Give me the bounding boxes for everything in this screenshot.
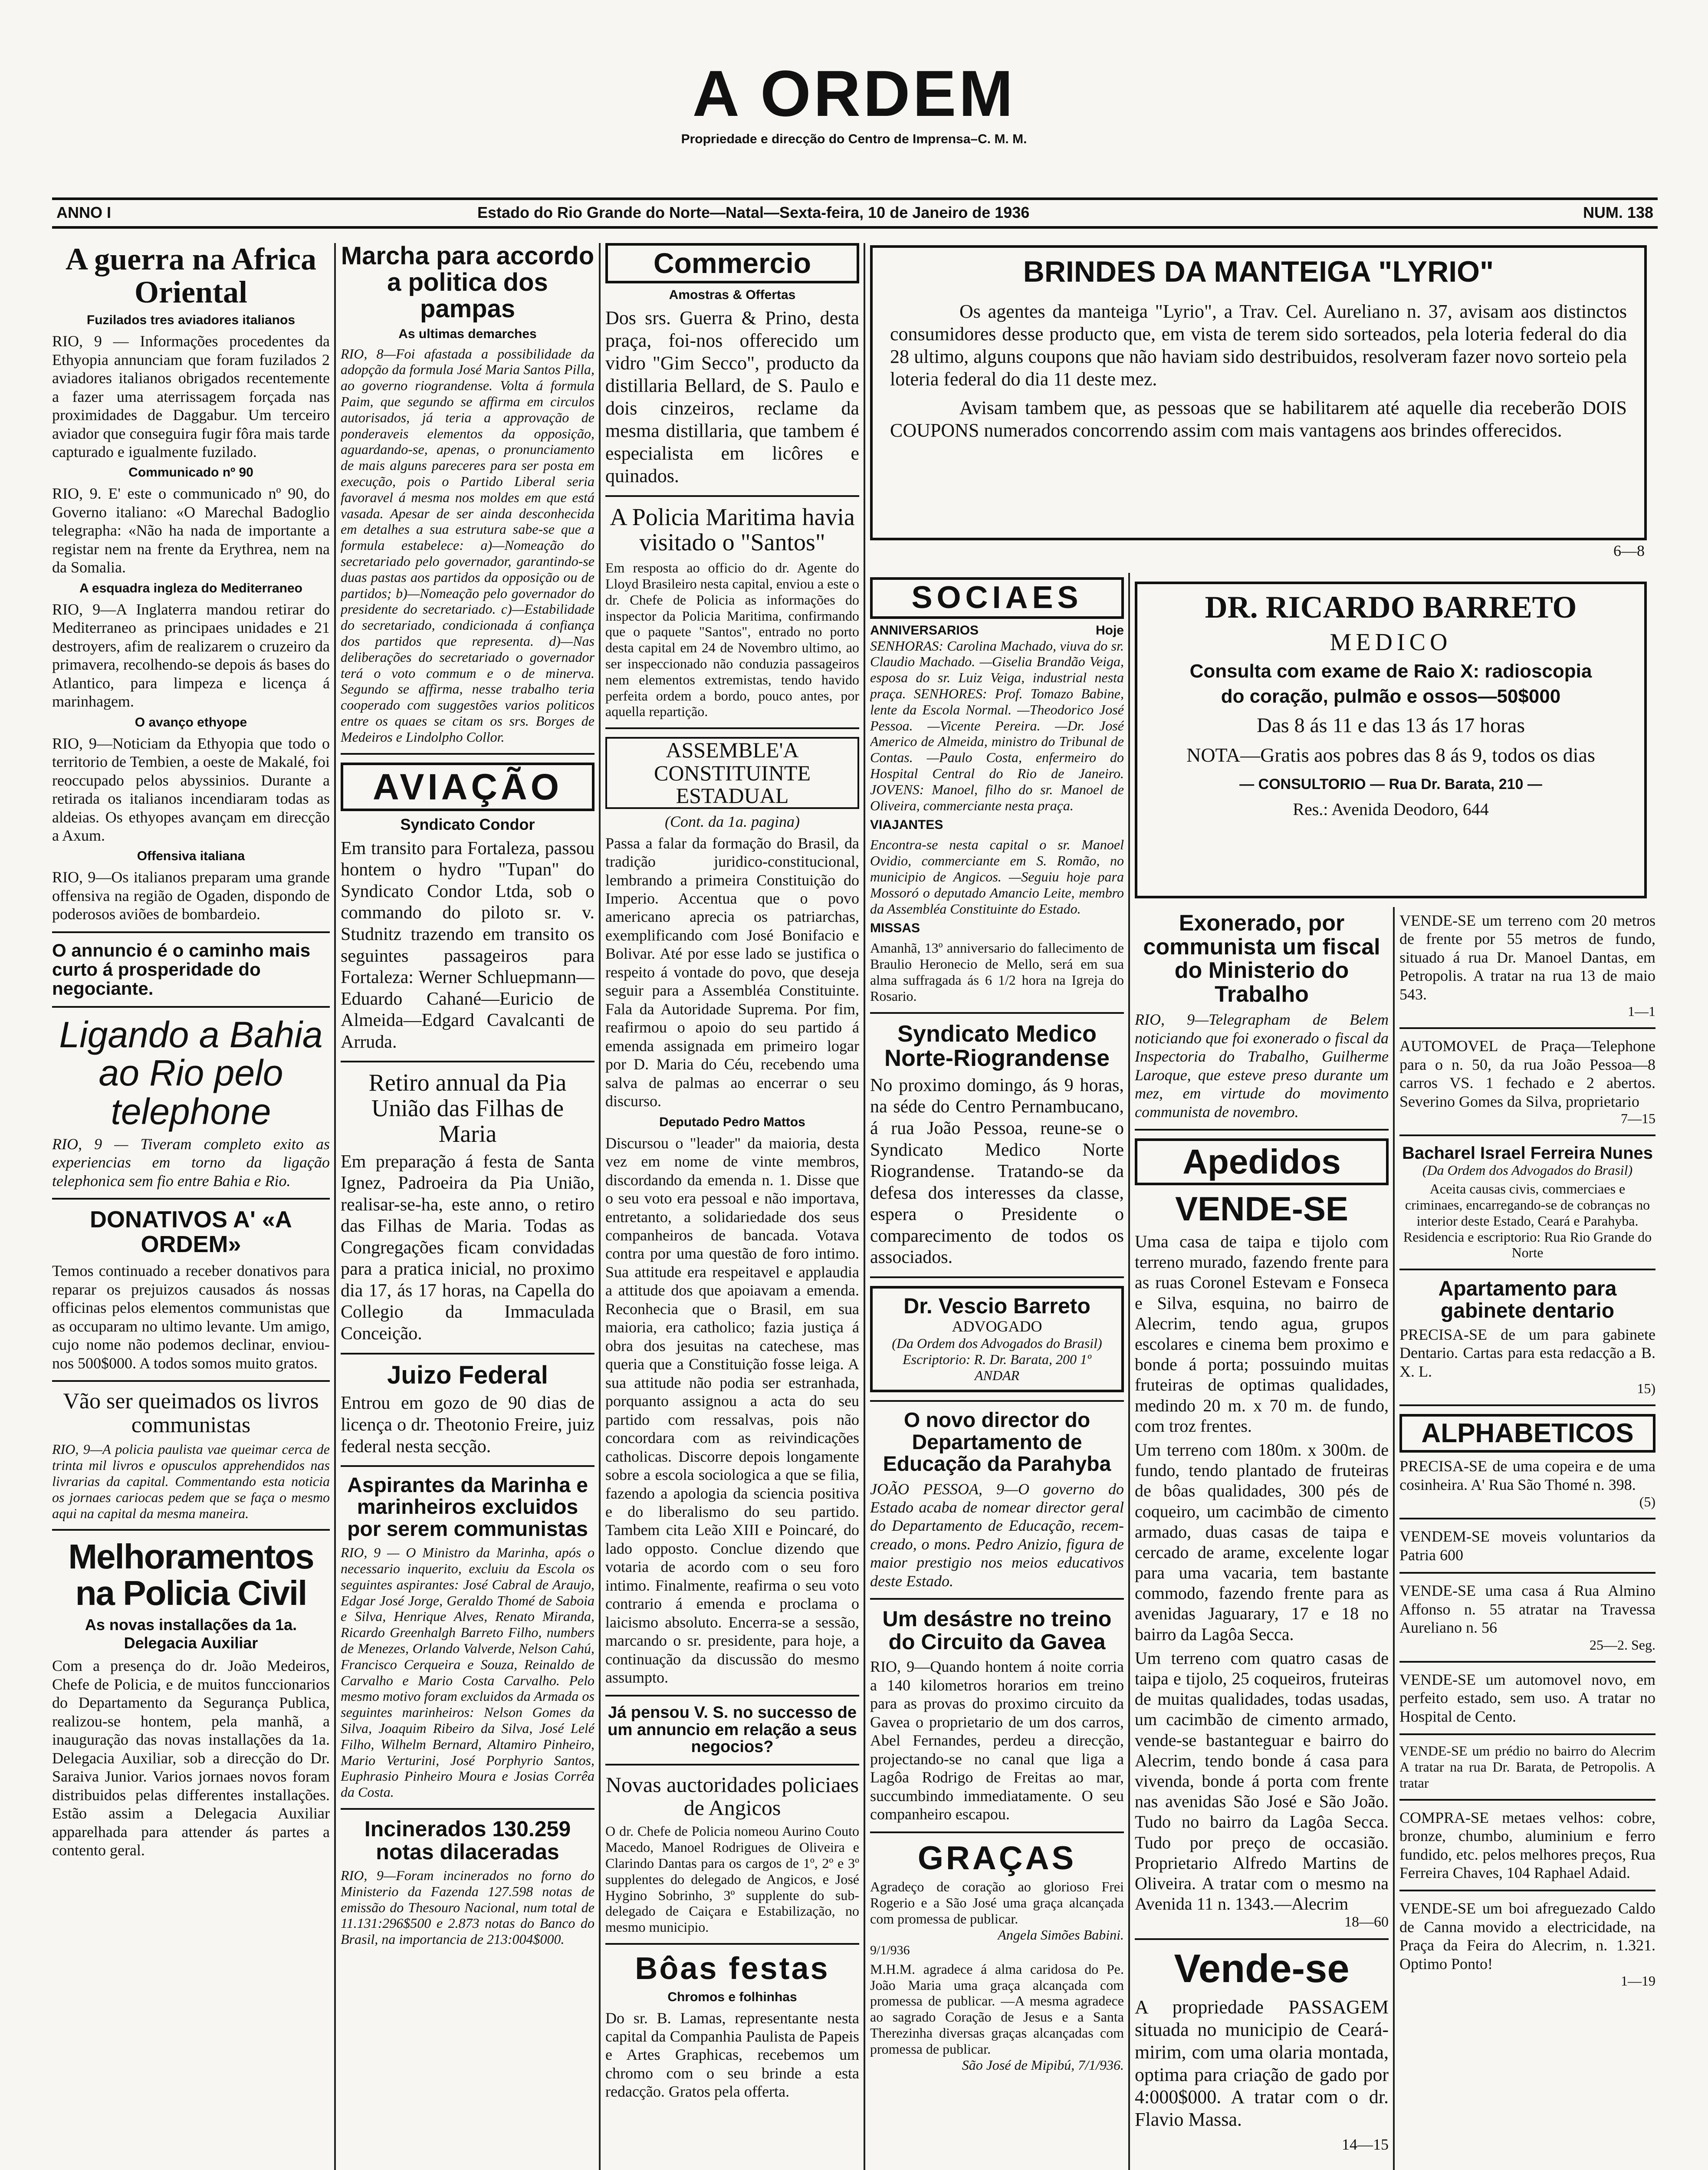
ad-role: MEDICO <box>1330 628 1452 656</box>
ad-line: do coração, pulmão e ossos—50$000 <box>1221 685 1561 707</box>
classified-ad: VENDE-SE um automovel novo, em perfeito estado, sem uso. A tratar no Hospital de Cento. <box>1399 1670 1655 1725</box>
section-kicker: Hoje <box>1095 623 1124 638</box>
article-body: RIO, 9 — O Ministro da Marinha, após o necessario inquerito, excluiu da Escola os seguintes aspirantes: José Cabral de Araujo, Edgar José Jorge, Geraldo Thomé de Saboia e Silva, Henrique Alves, Renato Miranda, Ricardo Greenhalgh Barreto Filho, numbers de Menezes, Orlando Valverde, Nelson Cahú, Francisco Cerqueira e Souza, Reinaldo de Carvalho e Mario Costa Carvalho. Pelo mesmo motivo foram excluidos da Armada os seguintes marinheiros: Nelson Gomes da Silva, Joaquim Ribeiro da Silva, José Lelé Filho, Wilhelm Bernard, Altamiro Pinheiro, Mario Verturini, José Porphyrio Santos, Euphrasio Pinheiro Moura e Josias Corrêa da Costa. <box>341 1545 595 1800</box>
article-body: No proximo domingo, ás 9 horas, na séde do Centro Pernambucano, á rua João Pessoa, reune-se o Syndicato Medico Norte Riograndense. Tratando-se da defesa dos interesses da classe, espera o Presidente o comparecimento de todos os associados. <box>870 1075 1124 1268</box>
divider <box>1399 1518 1655 1519</box>
ad-name: DR. RICARDO BARRETO <box>1205 590 1577 625</box>
section-kicker: ANNIVERSARIOS <box>870 623 979 638</box>
ad-role: ADVOGADO <box>952 1318 1042 1335</box>
ad-line: Das 8 ás 11 e das 13 ás 17 horas <box>1256 713 1525 737</box>
newspaper-title: A ORDEM <box>692 57 1016 130</box>
divider <box>52 1529 330 1531</box>
article-kicker: Fuzilados tres aviadores italianos <box>86 313 296 328</box>
classified-ad: PRECISA-SE de uma copeira e de uma cosinheira. A' Rua São Thomé n. 398. <box>1399 1457 1655 1493</box>
article-title: O novo director do Departamento de Educação da Parahyba <box>883 1409 1111 1476</box>
classified-ad: VENDE-SE um boi afreguezado Caldo de Canna movido a electricidade, na Praça da Feira do Alecrim, n. 1.321. Optimo Ponto! <box>1399 1900 1655 1973</box>
divider <box>870 1276 1124 1278</box>
ad-title: VENDE-SE <box>1175 1190 1348 1228</box>
divider <box>605 1943 859 1945</box>
divider <box>605 1695 859 1697</box>
year-label: ANNO I <box>56 204 111 221</box>
classified-ad: Aceita causas civis, commerciaes e criminaes, encarregando-se de cobranças no interior deste Estado, Ceará e Parahyba. Residencia e escriptorio: Rua Rio Grande do Norte <box>1403 1181 1652 1261</box>
divider <box>870 1598 1124 1600</box>
classified-ad: AUTOMOVEL de Praça—Telephone para o n. 50, da rua João Pessoa—8 carros VS. 1 fechado e 2 abertos. Severino Gomes da Silva, proprietario <box>1399 1037 1655 1110</box>
ad-line: NOTA—Gratis aos pobres das 8 ás 9, todos os dias <box>1186 743 1595 766</box>
section-title-gracas: GRAÇAS <box>917 1839 1077 1877</box>
article-title: Bôas festas <box>635 1951 830 1986</box>
column-5 <box>1135 911 1389 2170</box>
article-body: O dr. Chefe de Policia nomeou Aurino Couto Macedo, Manoel Rodrigues de Oliveira e Clarindo Dantas para os cargos de 1º, 2º e 3º supplentes do delegado de Angicos, e José Hygino Sobrinho, 3º supplente do sub-delegado de Caiçara e Estabilização, no mesmo municipio. <box>605 1823 859 1935</box>
ad-ordem: (Da Ordem dos Advogados do Brasil) <box>892 1335 1102 1351</box>
article-title: Aspirantes da Marinha e marinheiros excluidos por serem communistas <box>347 1474 588 1541</box>
article-body: JOÃO PESSOA, 9—O governo do Estado acaba de nomear director geral do Departamento de Educação, recem-creado, o mons. Pedro Anizio, figura de maior prestigio nos meios educativos deste Estado. <box>870 1480 1124 1590</box>
column-1 <box>52 243 330 2170</box>
divider <box>870 1831 1124 1833</box>
article-kicker: As ultimas demarches <box>398 326 537 341</box>
article-body: RIO, 9—Quando hontem á noite corria a 140 kilometros horarios em treino para as provas do proximo circuito da Gavea o proprietario de um dos carros, Abel Fernandes, perdeu a direcção, projectando-se no canal que liga a Lagôa Rodrigo de Freitas ao mar, succumbindo immediatamente. O seu companheiro escapou. <box>870 1658 1124 1823</box>
divider <box>1399 1404 1655 1406</box>
ad-address: Escriptorio: R. Dr. Barata, 200 1º ANDAR <box>903 1351 1091 1384</box>
column-rule <box>1128 573 1130 2170</box>
column-2 <box>341 243 595 2170</box>
article-title: Syndicato Medico Norte-Riograndense <box>884 1020 1110 1072</box>
gracas-signature: São José de Mipibú, 7/1/936. <box>962 2057 1124 2073</box>
article-body: Dos srs. Guerra & Prino, desta praça, foi-nos offerecido um vidro "Gim Secco", producto da distillaria Bellard, de S. Paulo e dois cinzeiros, reclame da mesma distillaria, que tambem é especialista em licôres e quinados. <box>605 307 859 487</box>
article-title: DONATIVOS A' «A ORDEM» <box>90 1207 292 1257</box>
article-title: A guerra na Africa Oriental <box>66 243 316 309</box>
article-body: Em transito para Fortaleza, passou hontem o hydro "Tupan" do Syndicato Condor Ltda, sob o commando do piloto sr. v. Studnitz trazendo em transito os seguintes passageiros para Fortaleza: Werner Schluepmann—Eduardo Cahané—Euricio de Almeida—Edgard Cavalcanti de Arruda. <box>341 838 595 1052</box>
divider <box>52 1198 330 1200</box>
article-body: RIO, 8—Foi afastada a possibilidade da adopção da formula José Maria Santos Pilla, ao governo riograndense. Volta á formula Paim, que segundo se affirma em circulos autorisados, já teria a approvação de ponderaveis elementos da opposição, aguardando-se, apenas, o pronunciamento de mais alguns pareceres para ser posta em execução, pois o Partido Liberal seria favoravel á mesma nos moldes em que está vasada. Apesar de ser ainda desconhecida em detalhes a sua estrutura sabe-se que a formula estabelece: a)—Nomeação do secretariado pelo governador, garantindo-se duas pastas aos partidos da opposição ou de partidos; b)—Nomeação pelo governador do presidente do secretariado. c)—Estabilidade do secretariado, condicionada á confiança dos partidos que representa. d)—Nas deliberações do secretariado o governador terá o voto commum e o de minerva. Segundo se affirma, nesse trabalho teria cooperado com suggestões varios politicos entre os quaes se citam os srs. Borges de Medeiros e Lindolpho Collor. <box>341 345 595 745</box>
divider <box>1399 1661 1655 1663</box>
column-rule <box>599 243 601 2170</box>
divider <box>870 1012 1124 1014</box>
article-africa-war <box>52 243 330 924</box>
section-title-sociaes: SOCIAES <box>870 577 1124 619</box>
divider <box>1399 1799 1655 1801</box>
divider <box>605 495 859 497</box>
divider <box>341 1353 595 1355</box>
divider <box>52 1006 330 1008</box>
article-title: Marcha para accordo a politica dos pampas <box>341 243 595 323</box>
article-body: Discursou o "leader" da maioria, desta vez em nome de vinte membros, discordando da emenda n. 1. Disse que o seu voto era pessoal e não importava, entretanto, a solidariedade dos seus companheiros de bancada. Votava contra por uma questão de foro intimo. Sua attitude era respeitavel e applaudia a attitude dos que apoiavam a emenda. Reconhecia que o Brasil, em sua maioria, era catholico; fazia justiça á obra dos jesuitas na catechese, mas queria que a Constituição fosse leiga. A sua attitude não podia ser estranhada, porquanto assignou a acta do seu partido com ressalvas, pois não concordara com as reivindicações catholicas. Discorre depois longamente sobre a escola sociologica a que se filia, fazendo a apologia da sciencia positiva e do liberalismo do seu partido. Tambem cita Leão XIII e Poincaré, do lado opposto. Conclue dizendo que votaria de acordo com o seu foro intimo. Finalmente, reafirma o seu voto contrario á emenda e proclama o laicismo absoluto. Encerra-se a sessão, marcando o sr. presidente, para hoje, a continuação da discussão do mesmo assumpto. <box>605 1134 859 1687</box>
sociaes-header <box>870 623 1124 638</box>
ad-line: Consulta com exame de Raio X: radioscopia <box>1189 660 1592 682</box>
article-title: A Policia Maritima havia visitado o "Santos" <box>610 503 855 556</box>
article-title: Exonerado, por communista um fiscal do Ministerio do Trabalho <box>1143 911 1380 1007</box>
ad-tag: 7—15 <box>1621 1111 1655 1127</box>
article-body: RIO, 9—A Inglaterra mandou retirar do Mediterraneo as principaes unidades e 21 destroyers, afim de realizarem o cruzeiro da primavera, recolhendo-se depois ás bases do Atlantico, para limpeza e licença á marinhagem. <box>52 600 330 710</box>
classified-ad: VENDE-SE um prédio no bairro do Alecrim A tratar na rua Dr. Barata, de Petropolis. A tratar <box>1399 1743 1655 1791</box>
article-title: Novas auctoridades policiaes de Angicos <box>605 1772 859 1820</box>
divider <box>1399 1572 1655 1574</box>
article-kicker: Deputado Pedro Mattos <box>659 1115 805 1129</box>
classified-ad: COMPRA-SE metaes velhos: cobre, bronze, chumbo, aluminium e ferro fundido, etc. pelos melhores preços, Rua Ferreira Chaves, 104 Raphael Adaid. <box>1399 1808 1655 1881</box>
ad-title: BRINDES DA MANTEIGA "LYRIO" <box>1023 255 1494 288</box>
section-title-aviacao: AVIAÇÃO <box>341 763 595 811</box>
ad-brindes-manteiga <box>870 245 1647 540</box>
ad-ordem: (Da Ordem dos Advogados do Brasil) <box>1422 1162 1633 1178</box>
divider <box>1399 1733 1655 1735</box>
article-title: Melhoramentos na Policia Civil <box>68 1537 314 1613</box>
column-rule <box>334 243 336 2170</box>
ad-body: Um terreno com quatro casas de taipa e tijolo, 25 coqueiros, fruteiras de muitas qualidades, todas usadas, um cacimbão de cimento armado, vende-se bastanteguar e bairro do Alecrim, tendo bonde á casa para vivenda, bonde á porta com frente nas avenidas São José e São João. Tudo no bairro da Lagôa Secca. Tudo por preço de occasião. Proprietario Alfredo Martins de Oliveira. A tratar com o mesmo na Avenida 11 n. 1343.—Alecrim <box>1135 1648 1389 1914</box>
section-title-apedidos: Apedidos <box>1135 1138 1389 1185</box>
masthead <box>0 57 1708 147</box>
ad-tag: 15) <box>1637 1381 1655 1397</box>
sociaes-body: Amanhã, 13º anniversario do fallecimento de Braulio Heronecio de Mello, será em sua alma suffragada ás 6 1/2 hora na Igreja do Rosario. <box>870 940 1124 1004</box>
divider <box>52 1380 330 1382</box>
newspaper-subtitle: Propriedade e direcção do Centro de Imprensa–C. M. M. <box>681 132 1027 146</box>
article-kicker: Offensiva italiana <box>137 849 245 864</box>
article-body: Entrou em gozo de 90 dias de licença o dr. Theotonio Freire, juiz federal nesta secção. <box>341 1393 595 1457</box>
ad-ricardo-barreto <box>1135 582 1647 898</box>
article-body: RIO, 9 — Informações procedentes da Ethyopia annunciam que foram fuzilados 2 aviadores italianos obrigados recentemente a fazer uma aterrissagem forçada nas proximidades de Daggabur. Um terceiro aviador que conseguira fugir fôra mais tarde capturado e igualmente fuzilado. <box>52 332 330 460</box>
article-body: Temos continuado a receber donativos para reparar os prejuizos causados ás nossas officinas pelos elementos communistas que as occuparam no ultimo levante. Um amigo, cujo nome não podemos declinar, enviou-nos 500$000. A todos somos muito gratos. <box>52 1262 330 1372</box>
article-title: Retiro annual da Pia União das Filhas de Maria <box>368 1069 567 1147</box>
article-title: ASSEMBLE'A CONSTITUINTE ESTADUAL <box>605 737 859 809</box>
classified-ad: VENDE-SE uma casa á Rua Almino Affonso n. 55 atratar na Travessa Aureliano n. 56 <box>1399 1582 1655 1637</box>
column-3 <box>605 243 859 2170</box>
article-kicker: Communicado nº 90 <box>128 465 253 480</box>
article-title: Juizo Federal <box>387 1361 548 1389</box>
ad-name: Dr. Vescio Barreto <box>903 1293 1090 1318</box>
gracas-body: Agradeço de coração ao glorioso Frei Rogerio e a São José uma graça alcançada com promessa de publicar. <box>870 1879 1124 1927</box>
article-kicker: Amostras & Offertas <box>669 288 796 302</box>
divider <box>605 1764 859 1766</box>
ad-tag: 6—8 <box>1613 542 1645 559</box>
ad-tag: 1—19 <box>1621 1973 1655 1989</box>
column-6 <box>1399 911 1655 2170</box>
ad-tag: 14—15 <box>1342 2136 1389 2154</box>
article-body: RIO, 9—Os italianos preparam uma grande offensiva na região de Ogaden, dispondo de poderosos aviões de bombardeio. <box>52 868 330 923</box>
article-title: Incinerados 130.259 notas dilaceradas <box>364 1817 571 1864</box>
sociaes-body: SENHORAS: Carolina Machado, viuva do sr. Claudio Machado. —Giselia Brandão Veiga, esposa do sr. Luiz Veiga, industrial nesta praça. SENHORES: Prof. Tomazo Babine, lente da Escola Normal. —Theodorico José Pessoa. —Vicente Pereira. —Dr. José Americo de Almeida, ministro do Tribunal de Contas. —Paulo Costa, enfermeiro do Hospital Central do Rio de Janeiro. JOVENS: Manoel, filho do sr. Manoel de Oliveira, commerciante nesta praça. <box>870 638 1124 813</box>
article-title: Vão ser queimados os livros communistas <box>63 1389 319 1437</box>
ad-body: Um terreno com 180m. x 300m. de fundo, tendo plantado de fruteiras de bôas qualidades, 300 pés de coqueiro, um cacimbão de cimento armado, duas casas de taipa e cercado de arame, excelente logar para uma vacaria, tem bastante commodo, fazendo frente para as avenidas Jaguarary, 17 e 18 no bairro da Lagôa Secca. <box>1135 1440 1389 1644</box>
article-kicker: As novas installações da 1a. Delegacia Auxiliar <box>85 1616 297 1652</box>
ad-tag: (5) <box>1639 1494 1655 1510</box>
dateline-bar <box>52 197 1658 229</box>
article-kicker: Syndicato Condor <box>400 815 535 833</box>
column-rule <box>864 243 865 2170</box>
article-body: RIO, 9. E' este o communicado nº 90, do Governo italiano: «O Marechal Badoglio telegrapha: «Não ha nada de importante a registar nem na frente da Erythrea, nem na da Somalia. <box>52 485 330 576</box>
ad-title: Bacharel Israel Ferreira Nunes <box>1402 1144 1653 1163</box>
ad-title: Apartamento para gabinete dentario <box>1438 1277 1617 1322</box>
divider <box>52 931 330 933</box>
issue-number: NUM. 138 <box>1583 204 1653 221</box>
ad-line: Res.: Avenida Deodoro, 644 <box>1293 799 1489 819</box>
divider <box>605 727 859 729</box>
divider <box>1135 1129 1389 1131</box>
ad-body: Uma casa de taipa e tijolo com terreno murado, fazendo frente para as ruas Coronel Estevam e Fonseca e Silva, esquina, no bairro de Alecrim, tendo agua, grupos escolares e cinema bem proximo e bonde á porta; possuindo muitas fruteiras de optimas qualidades, medindo 20 m. x 70 m. de fundo, com troz frentes. <box>1135 1232 1389 1436</box>
date-label: Estado do Rio Grande do Norte—Natal—Sexta-feira, 10 de Janeiro de 1936 <box>477 204 1030 221</box>
divider <box>341 1465 595 1467</box>
divider <box>1399 1890 1655 1891</box>
divider <box>341 1808 595 1810</box>
ad-successo: Já pensou V. S. no successo de um annuncio em relação a seus negocios? <box>608 1703 857 1756</box>
ad-body: Avisam tambem que, as pessoas que se habilitarem até aquelle dia receberão DOIS COUPONS numerados concorrendo assim com mais vantagens aos brindes offerecidos. <box>890 397 1627 441</box>
sociaes-body: Encontra-se nesta capital o sr. Manoel Ovidio, commerciante em S. Romão, no municipio de Angicos. —Seguiu hoje para Mossoró o deputado Amancio Leite, membro da Assembléa Constituinte do Estado. <box>870 837 1124 917</box>
divider <box>870 1400 1124 1402</box>
ad-body: Os agentes da manteiga "Lyrio", a Trav. Cel. Aureliano n. 37, avisam aos distinctos consumidores desse producto que, em vista de terem sido sorteados, pela loteria federal do dia 28 ultimo, alguns coupons que não haviam sido destribuidos, resolveram fazer novo sorteio pela loteria federal do dia 11 deste mez. <box>890 301 1627 390</box>
ad-tag: 18—60 <box>1344 1914 1389 1930</box>
ad-vescio-barreto <box>870 1286 1124 1393</box>
article-title: Ligando a Bahia ao Rio pelo telephone <box>59 1014 323 1132</box>
classified-ad: VENDEM-SE moveis voluntarios da Patria 600 <box>1399 1528 1655 1564</box>
article-body: Em resposta ao officio do dr. Agente do Lloyd Brasileiro nesta capital, enviou a este o dr. Chefe de Policia as informações do inspector da Policia Maritima, confirmando que o paquete "Santos", entrado no porto desta capital em 24 de Novembro ultimo, ao ser inspeccionado não conduzia passageiros nem elementos extremistas, tendo havido perfeita ordem a bordo, pouco antes, por aquella repartição. <box>605 560 859 720</box>
article-body: RIO, 9—Foram incinerados no forno do Ministerio da Fazenda 127.598 notas de emissão do Thesouro Nacional, num total de 11.131:296$500 e 2.873 notas do Banco do Brasil, na importancia de 213:004$000. <box>341 1868 595 1947</box>
article-body: Com a presença do dr. João Medeiros, Chefe de Policia, e de muitos funccionarios do Departamento da Segurança Publica, realizou-se hontem, pela manhã, a inauguração das novas installações da 1a. Delegacia Auxiliar, sob a direcção do Dr. Saraiva Junior. Varios jornaes novos foram distribuidos pelas differentes installações. Estão assim a Delegacia Auxiliar apparelhada para attender ás partes a contento geral. <box>52 1657 330 1859</box>
article-body: Do sr. B. Lamas, representante nesta capital da Companhia Paulista de Papeis e Artes Graphicas, recebemos um chromo com o seu brinde a esta redacção. Gratos pela offerta. <box>605 2009 859 2101</box>
section-kicker: MISSAS <box>870 921 920 936</box>
article-body: Passa a falar da formação do Brasil, da tradição juridico-constitucional, lembrando a primeira Constituição do Imperio. Accentua que o povo americano aprecia os patriarchas, exemplificando com José Bonifacio e Bolivar. Até por esse lado se justifica o respeito á vontade do povo, que deseja seguir para a Assembléa Constituinte. Fala da Autoridade Suprema. Por fim, reafirmou o apoio do seu partido á emenda assignada em primeiro logar por D. Maria do Céu, recebendo uma salva de palmas ao encerrar o seu discurso. <box>605 834 859 1110</box>
article-body: Em preparação á festa de Santa Ignez, Padroeira da Pia União, realisar-se-ha, este anno, o retiro das Filhas de Maria. Todas as Congregações ficam convidadas para a pratica inicial, no proximo dia 17, ás 17 horas, na Capella do Collegio da Immaculada Conceição. <box>341 1151 595 1344</box>
column-4 <box>870 577 1124 2170</box>
classified-ad: PRECISA-SE de um para gabinete Dentario. Cartas para esta redacção a B. X. L. <box>1399 1325 1655 1380</box>
gracas-signature: Angela Simões Babini. <box>998 1927 1124 1943</box>
ad-title: Vende-se <box>1174 1946 1350 1991</box>
article-title: Um desástre no treino do Circuito da Gavea <box>882 1607 1112 1654</box>
article-body: RIO, 9—Telegrapham de Belem noticiando que foi exonerado o fiscal da Inspectoria do Trabalho, Guilherme Laroque, que esteve preso durante um mez, em virtude do movimento communista de novembro. <box>1135 1011 1389 1121</box>
ad-annuncio: O annuncio é o caminho mais curto á prosperidade do negociante. <box>52 940 311 999</box>
ad-body: A propriedade PASSAGEM situada no municipio de Ceará-mirim, com uma olaria montada, optima para criação de gado por 4:000$000. A tratar com o dr. Flavio Massa. <box>1135 1996 1389 2131</box>
article-subtitle: (Cont. da 1a. pagina) <box>665 812 800 830</box>
ad-tag: 1—1 <box>1628 1003 1655 1019</box>
section-title-commercio: Commercio <box>605 243 859 283</box>
section-kicker: VIAJANTES <box>870 818 943 832</box>
article-kicker: Chromos e folhinhas <box>667 1989 797 2004</box>
ad-tag: 25—2. Seg. <box>1590 1637 1655 1653</box>
divider <box>1135 1938 1389 1940</box>
divider <box>1399 1269 1655 1270</box>
divider <box>1399 1027 1655 1029</box>
article-kicker: A esquadra ingleza do Mediterraneo <box>79 581 302 595</box>
divider <box>341 1061 595 1062</box>
gracas-date: 9/1/936 <box>870 1943 910 1957</box>
column-rule <box>1393 907 1395 2170</box>
section-title-alphabeticos: ALPHABETICOS <box>1399 1414 1655 1453</box>
article-body: RIO, 9—Noticiam da Ethyopia que todo o territorio de Tembien, a oeste de Makalé, foi reoccupado pelos abyssinios. Durante a retirada os italianos incendiaram todas as aldeias. Os ethyopes avançam em direcção a Axum. <box>52 734 330 844</box>
gracas-body: M.H.M. agradece á alma caridosa do Pe. João Maria uma graça alcançada com promessa de publicar. —A mesma agradece ao sagrado Coração de Jesus e a Santa Therezinha diversas graças alcançadas com promessa de publicar. <box>870 1961 1124 2057</box>
divider <box>1399 1134 1655 1136</box>
divider <box>341 753 595 755</box>
ad-line: — CONSULTORIO — Rua Dr. Barata, 210 — <box>1239 776 1542 792</box>
article-body: RIO, 9 — Tiveram completo exito as experiencias em torno da ligação telephonica sem fio entre Bahia e Rio. <box>52 1135 330 1190</box>
classified-ad: VENDE-SE um terreno com 20 metros de frente por 55 metros de fundo, situado á rua Dr. Manoel Dantas, em Petropolis. A tratar na rua 13 de maio 543. <box>1399 912 1655 1003</box>
article-body: RIO, 9—A policia paulista vae queimar cerca de trinta mil livros e opusculos apprehendidos nas livrarias da capital. Commentando esta noticia os jornaes cariocas pedem que se faça o mesmo aqui na capital da mesma maneira. <box>52 1441 330 1521</box>
article-kicker: O avanço ethyope <box>135 715 247 730</box>
